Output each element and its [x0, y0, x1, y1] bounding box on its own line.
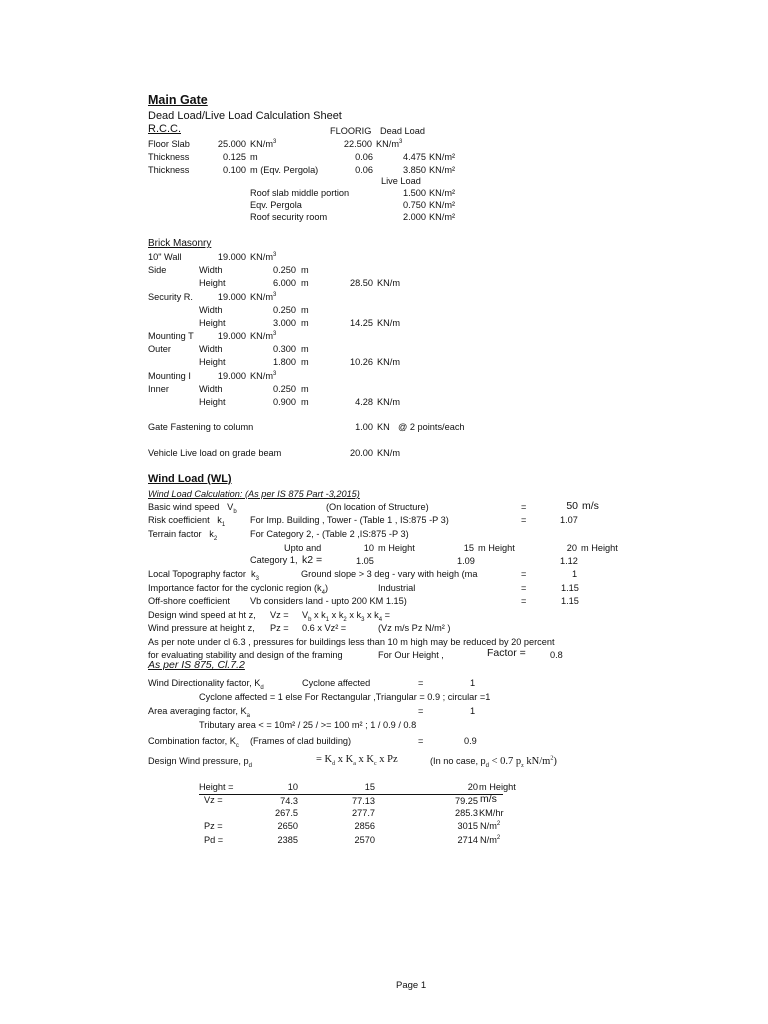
terrain-sub: 2 [213, 535, 218, 542]
outer-width-label: Width [199, 344, 223, 354]
outer-width-unit: m [301, 344, 309, 354]
table-pz-cell: 2650 [277, 821, 298, 831]
mounting-i-label: Mounting I [148, 371, 191, 381]
brick-heading: Brick Masonry [148, 238, 212, 249]
design-speed-formula: $V_b$ x $k_1$ x $k_2$ x $k_3$ x $k_4$ = [302, 610, 390, 623]
kd-note: Cyclone affected = 1 else For Rectangular ,Triangular = 0.9 ; circular =1 [199, 692, 491, 702]
pd-note: (In no case, $p_d < 0.7$ $p_z$ $kN/m^2$) [430, 755, 557, 770]
thickness2-label: Thickness [148, 165, 190, 175]
pressure-note: (Vz m/s Pz N/m² ) [378, 623, 451, 633]
basic-speed-desc: (On location of Structure) [326, 502, 429, 512]
note-line-2: for evaluating stability and design of the framing [148, 650, 343, 660]
wind-heading: Wind Load (WL) [148, 473, 232, 485]
risk-desc: For Imp. Building , Tower - (Table 1 , IS:875 -P 3) [250, 515, 449, 525]
kc-desc: (Frames of clad building) [250, 736, 352, 746]
live-value: 2.000 [403, 212, 426, 222]
importance-label: Importance factor for the cyclonic region (k [148, 583, 322, 593]
risk-eq: = [521, 515, 527, 525]
pd-label: Design Wind pressure, p [148, 756, 249, 766]
live-value: 1.500 [403, 188, 426, 198]
terrain-h10-unit: m Height [378, 543, 415, 553]
category-label: Category 1, [250, 555, 298, 565]
side-width-label: Width [199, 265, 223, 275]
offshore-desc: Vb considers land - upto 200 KM 1.15) [250, 596, 407, 606]
outer-width: 0.300 [273, 344, 296, 354]
side-height-unit: m [301, 278, 309, 288]
terrain-h10: 10 [363, 543, 374, 553]
flooring-unit: $KN/m^3$ [376, 138, 403, 149]
terrain-h20-unit: m Height [581, 543, 618, 553]
inner-height-unit: m [301, 397, 309, 407]
clause-heading: As per IS 875, Cl.7.2 [148, 659, 245, 671]
thickness1-load: 4.475 [403, 152, 426, 162]
security-label: Security R. [148, 292, 193, 302]
wind-subheading: Wind Load Calculation: (As per IS 875 Part -3,2015) [148, 489, 360, 499]
pd-formula-text: = K [316, 754, 333, 765]
table-vz-unit: m/s [480, 793, 497, 805]
pd-formula: = $K_d$ x $K_a$ x $K_c$ x Pz [316, 754, 398, 768]
thickness2-value: 0.100 [223, 165, 246, 175]
security-width: 0.250 [273, 305, 296, 315]
live-value: 0.750 [403, 200, 426, 210]
design-speed-vz: Vz = [270, 610, 289, 620]
table-pd-label: Pd = [204, 835, 224, 845]
terrain-desc: For Category 2, - (Table 2 ,IS:875 -P 3) [250, 529, 409, 539]
security-unit: $KN/m^3$ [250, 291, 277, 302]
outer-height-label: Height [199, 357, 226, 367]
terrain-label: Terrain factor [148, 529, 202, 539]
kd-eq: = [418, 678, 424, 688]
table-pd-cell: 2570 [354, 835, 375, 845]
live-label: Eqv. Pergola [250, 200, 302, 210]
importance-desc: Industrial [378, 583, 416, 593]
importance-sub: 4 [321, 589, 325, 596]
thickness1-load-unit: KN/m² [429, 152, 456, 162]
kd-desc: Cyclone affected [302, 678, 371, 688]
gate-note: @ 2 points/each [398, 422, 465, 432]
inner-load-unit: KN/m [377, 397, 400, 407]
design-speed-formula-text: V [302, 610, 309, 620]
table-pd-cell: 2385 [277, 835, 298, 845]
gate-label: Gate Fastening to column [148, 422, 254, 432]
security-width-unit: m [301, 305, 309, 315]
table-kmhr-unit: KM/hr [479, 808, 504, 818]
floor-slab-value: 25.000 [217, 139, 246, 149]
thickness1-label: Thickness [148, 152, 190, 162]
side-width-unit: m [301, 265, 309, 275]
design-speed-label: Design wind speed at ht z, [148, 610, 256, 620]
pressure-label: Wind pressure at height z, [148, 623, 255, 633]
ka-label: Area averaging factor, K [148, 706, 247, 716]
floor-slab-unit: $KN/m^3$ [250, 138, 277, 149]
inner-width: 0.250 [273, 384, 296, 394]
floor-slab-label: Floor Slab [148, 139, 190, 149]
topo-row [148, 569, 259, 580]
importance-row [148, 583, 328, 594]
table-vz-label: Vz = [204, 795, 223, 805]
table-pz-unit: $N/m^2$ [480, 820, 501, 831]
table-pz-cell: 2856 [354, 821, 375, 831]
table-kmhr-cell: 285.3 [455, 808, 478, 818]
security-width-label: Width [199, 305, 223, 315]
kc-label: Combination factor, K [148, 736, 236, 746]
outer-height: 1.800 [273, 357, 296, 367]
ka-value: 1 [470, 706, 476, 716]
table-vz-cell: 79.25 [455, 796, 478, 806]
kd-value: 1 [470, 678, 476, 688]
basic-speed-symbol: V [227, 502, 234, 512]
security-height-label: Height [199, 318, 226, 328]
terrain-h15-unit: m Height [478, 543, 515, 553]
kc-row [148, 736, 239, 747]
security-load: 14.25 [350, 318, 373, 328]
table-vz-cell: 74.3 [280, 796, 298, 806]
inner-height-label: Height [199, 397, 226, 407]
thickness2-floor: 0.06 [355, 165, 373, 175]
side-label: Side [148, 265, 167, 275]
gate-value: 1.00 [355, 422, 373, 432]
ka-sub: a [246, 712, 250, 719]
table-vz-cell: 77.13 [352, 796, 375, 806]
basic-speed-row [148, 502, 237, 513]
vehicle-label: Vehicle Live load on grade beam [148, 448, 282, 458]
our-height-label: For Our Height , [378, 650, 444, 660]
topo-symbol: k [251, 569, 256, 579]
risk-symbol: k [217, 515, 222, 525]
topo-desc: Ground slope > 3 deg - vary with heigh (ma [301, 569, 478, 579]
basic-speed-label: Basic wind speed [148, 502, 220, 512]
inner-width-label: Width [199, 384, 223, 394]
terrain-row [148, 529, 217, 540]
live-label: Roof slab middle portion [250, 188, 350, 198]
basic-speed-eq: = [521, 502, 527, 512]
importance-eq: = [521, 583, 527, 593]
security-value: 19.000 [217, 292, 246, 302]
table-kmhr-cell: 267.5 [275, 808, 298, 818]
mounting-t-label: Mounting T [148, 331, 194, 341]
mounting-t-value: 19.000 [217, 331, 246, 341]
topo-eq: = [521, 569, 527, 579]
page-subtitle: Dead Load/Live Load Calculation Sheet [148, 110, 342, 122]
table-height-cell: 15 [364, 782, 375, 792]
side-width: 0.250 [273, 265, 296, 275]
thickness1-value: 0.125 [223, 152, 246, 162]
mounting-i-value: 19.000 [217, 371, 246, 381]
kc-value: 0.9 [464, 736, 477, 746]
terrain-symbol: k [209, 529, 214, 539]
kc-sub: c [235, 742, 239, 749]
thickness2-unit: m (Eqv. Pergola) [250, 165, 319, 175]
table-height-label: Height = [199, 782, 234, 792]
table-pz-cell: 3015 [457, 821, 478, 831]
page-title: Main Gate [148, 93, 208, 107]
ka-eq: = [418, 706, 424, 716]
table-pz-label: Pz = [204, 821, 223, 831]
mounting-i-unit: $KN/m^3$ [250, 370, 277, 381]
thickness1-unit: m [250, 152, 258, 162]
risk-sub: 1 [221, 521, 226, 528]
inner-load: 4.28 [355, 397, 373, 407]
mounting-t-unit: $KN/m^3$ [250, 330, 277, 341]
k2-label: k2 = [302, 554, 323, 566]
live-label: Roof security room [250, 212, 328, 222]
ka-row [148, 706, 250, 717]
offshore-eq: = [521, 596, 527, 606]
factor-label: Factor = [487, 647, 526, 659]
topo-label: Local Topography factor [148, 569, 246, 579]
page-number: Page 1 [396, 980, 427, 991]
security-load-unit: KN/m [377, 318, 400, 328]
importance-close: ) [324, 583, 329, 593]
security-height: 3.000 [273, 318, 296, 328]
pd-sub: d [248, 762, 252, 769]
wall10-label: 10" Wall [148, 252, 182, 262]
security-height-unit: m [301, 318, 309, 328]
wall10-unit: $KN/m^3$ [250, 251, 277, 262]
outer-load-unit: KN/m [377, 357, 400, 367]
inner-label: Inner [148, 384, 169, 394]
table-pd-cell: 2714 [457, 835, 478, 845]
gate-unit: KN [377, 422, 390, 432]
k2-10: 1.05 [356, 556, 374, 566]
importance-value: 1.15 [561, 583, 579, 593]
kd-sub: d [260, 684, 264, 691]
k2-15: 1.09 [457, 556, 475, 566]
thickness1-floor: 0.06 [355, 152, 373, 162]
live-load-heading: Live Load [381, 176, 421, 186]
table-height-cell: 20 [467, 782, 478, 792]
table-height-cell: 10 [287, 782, 298, 792]
live-unit: KN/m² [429, 200, 456, 210]
inner-height: 0.900 [273, 397, 296, 407]
dead-load-label: Dead Load [380, 126, 425, 136]
flooring-value: 22.500 [343, 139, 372, 149]
note-line-1: As per note under cl 6.3 , pressures for buildings less than 10 m high may be reduced by 20 percent [148, 637, 555, 647]
kd-label: Wind Directionality factor, K [148, 678, 261, 688]
table-height-unit: m Height [479, 782, 516, 792]
outer-load: 10.26 [350, 357, 373, 367]
basic-speed-sub: b [233, 508, 237, 515]
topo-sub: 3 [255, 575, 259, 582]
outer-height-unit: m [301, 357, 309, 367]
kc-eq: = [418, 736, 424, 746]
side-height: 6.000 [273, 278, 296, 288]
wall10-value: 19.000 [217, 252, 246, 262]
pd-row [148, 756, 252, 767]
ka-note: Tributary area < = 10m² / 25 / >= 100 m² ; 1 / 0.9 / 0.8 [199, 720, 417, 730]
offshore-value: 1.15 [561, 596, 579, 606]
side-load: 28.50 [350, 278, 373, 288]
rcc-heading: R.C.C. [148, 123, 181, 135]
table-kmhr-cell: 277.7 [352, 808, 375, 818]
pressure-formula: 0.6 x Vz² = [302, 623, 347, 633]
thickness2-load: 3.850 [403, 165, 426, 175]
live-unit: KN/m² [429, 188, 456, 198]
thickness2-load-unit: KN/m² [429, 165, 456, 175]
risk-value: 1.07 [560, 515, 578, 525]
pressure-pz: Pz = [270, 623, 289, 633]
kd-row [148, 678, 264, 689]
risk-label: Risk coefficient [148, 515, 210, 525]
offshore-label: Off-shore coefficient [148, 596, 230, 606]
terrain-h15: 15 [463, 543, 474, 553]
factor-value: 0.8 [550, 650, 563, 660]
terrain-h20: 20 [566, 543, 577, 553]
flooring-label: FLOORIG [330, 126, 372, 136]
live-unit: KN/m² [429, 212, 456, 222]
vehicle-value: 20.00 [350, 448, 373, 458]
basic-speed-value: 50 [566, 500, 578, 512]
k2-20: 1.12 [560, 556, 578, 566]
outer-label: Outer [148, 344, 171, 354]
side-load-unit: KN/m [377, 278, 400, 288]
pd-note-text: (In no case, p [430, 756, 486, 766]
table-rule [199, 794, 503, 795]
side-height-label: Height [199, 278, 226, 288]
basic-speed-unit: m/s [582, 500, 599, 512]
topo-value: 1 [572, 569, 578, 579]
table-pd-unit: $N/m^2$ [480, 834, 501, 845]
vehicle-unit: KN/m [377, 448, 400, 458]
risk-row [148, 515, 225, 526]
inner-width-unit: m [301, 384, 309, 394]
upto-label: Upto and [284, 543, 322, 553]
